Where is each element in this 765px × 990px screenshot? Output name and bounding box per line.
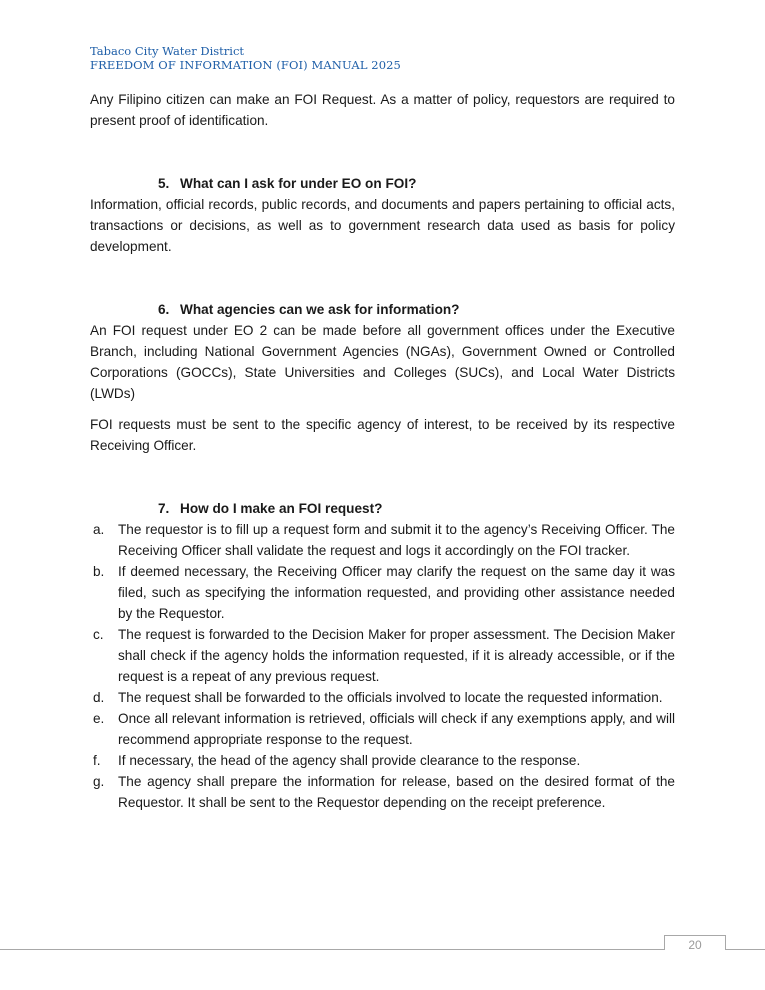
header-manual-title: FREEDOM OF INFORMATION (FOI) MANUAL 2025: [90, 58, 401, 72]
section-7: [90, 498, 675, 813]
section-heading: [90, 498, 675, 519]
list-item-text: The requestor is to fill up a request form and submit it to the agency’s Receiving Officer. The Receiving Officer shall validate the request and logs it accordingly on the FOI tracker.: [118, 522, 675, 558]
list-item: [90, 519, 675, 561]
section-paragraph: Information, official records, public records, and documents and papers pertaining to official acts, transactions or decisions, as well as to government research data used as basis for policy development.: [90, 197, 675, 254]
page-header: [90, 44, 401, 72]
list-marker: f.: [93, 753, 101, 768]
header-organization: Tabaco City Water District: [90, 44, 245, 58]
list-item-text: If deemed necessary, the Receiving Officer may clarify the request on the same day it was filed, such as specifying the information requested, and providing other assistance needed by the Requestor.: [118, 564, 675, 621]
section-paragraph: FOI requests must be sent to the specific agency of interest, to be received by its respective Receiving Officer.: [90, 417, 675, 453]
list-item: [90, 624, 675, 687]
list-marker: b.: [93, 564, 105, 579]
section-number: 6.: [158, 302, 170, 317]
document-body: [90, 89, 675, 813]
list-marker: d.: [93, 690, 105, 705]
list-item-text: The request shall be forwarded to the officials involved to locate the requested information.: [118, 690, 663, 705]
list-marker: e.: [93, 711, 105, 726]
intro-paragraph: Any Filipino citizen can make an FOI Request. As a matter of policy, requestors are required to present proof of identification.: [90, 92, 675, 128]
list-item: [90, 750, 675, 771]
list-marker: g.: [93, 774, 105, 789]
section-heading: [90, 299, 675, 320]
list-item-text: The agency shall prepare the information for release, based on the desired format of the Requestor. It shall be sent to the Requestor depending on the receipt preference.: [118, 774, 675, 810]
list-item-text: If necessary, the head of the agency shall provide clearance to the response.: [118, 753, 581, 768]
list-item: [90, 687, 675, 708]
section-number: 7.: [158, 501, 170, 516]
section-title: How do I make an FOI request?: [180, 501, 383, 516]
section-6: [90, 299, 675, 456]
footer-rule: [0, 949, 765, 950]
list-item-text: The request is forwarded to the Decision Maker for proper assessment. The Decision Maker shall check if the agency holds the information requested, if it is already accessible, or if the request is a repeat of any previous request.: [118, 627, 675, 684]
list-marker: c.: [93, 627, 104, 642]
section-paragraph: An FOI request under EO 2 can be made before all government offices under the Executive Branch, including National Government Agencies (NGAs), Government Owned or Controlled Corporations (GOCCs), State Universities and Colleges (SUCs), and Local Water Districts (LWDs): [90, 323, 675, 401]
section-title: What agencies can we ask for information?: [180, 302, 460, 317]
list-marker: a.: [93, 522, 105, 537]
list-item-text: Once all relevant information is retrieved, officials will check if any exemptions apply, and will recommend appropriate response to the request.: [118, 711, 675, 747]
list-item: [90, 771, 675, 813]
section-heading: [90, 173, 675, 194]
section-title: What can I ask for under EO on FOI?: [180, 176, 417, 191]
list-item: [90, 561, 675, 624]
list-item: [90, 708, 675, 750]
page-number: 20: [664, 935, 726, 950]
request-steps-list: [90, 519, 675, 813]
section-5: [90, 173, 675, 257]
section-number: 5.: [158, 176, 170, 191]
